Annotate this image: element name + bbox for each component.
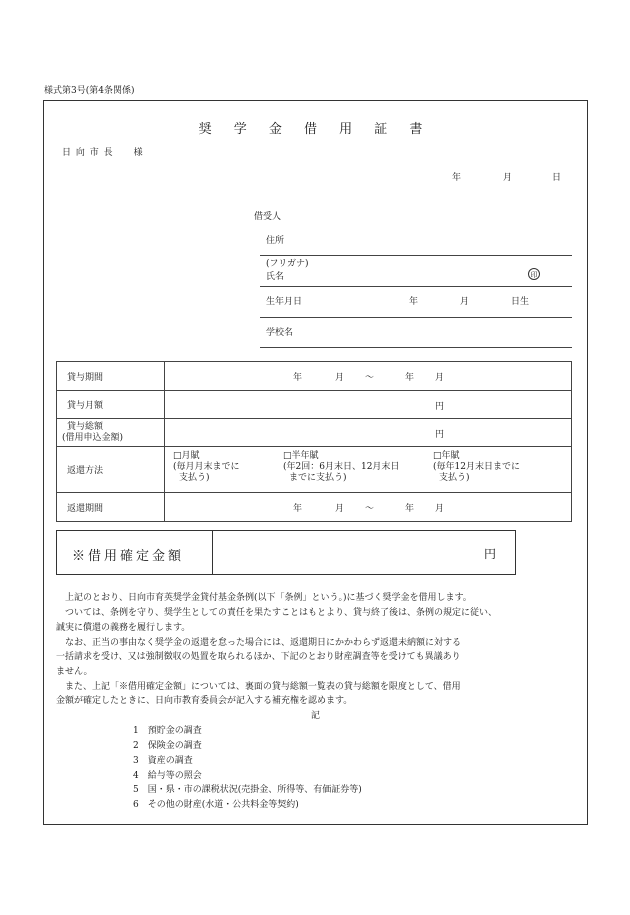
list-item: 4 給与等の照会 <box>133 771 202 781</box>
list-item: 1 預貯金の調査 <box>133 726 202 736</box>
list-item: 5 国・県・市の課税状況(売掛金、所得等、有価証券等) <box>133 785 362 795</box>
loan-info-table <box>56 361 572 522</box>
repay-month-1: 月 <box>335 504 345 514</box>
repay-year-2: 年 <box>405 504 415 514</box>
total-unit: 円 <box>435 430 445 440</box>
repay-period-value-cell <box>165 493 572 522</box>
repay-period-label: 返還期間 <box>57 493 165 522</box>
birth-month: 月 <box>460 297 470 307</box>
name-label: 氏名 <box>266 272 285 282</box>
period-year-2: 年 <box>405 373 415 383</box>
total-label-cell <box>57 419 165 447</box>
method-annual-note: (毎年12月末日までに <box>433 462 520 472</box>
method-annual-checkbox-label: □年賦 <box>433 451 460 461</box>
total-value-cell <box>165 419 572 447</box>
method-semi-note-2: までに支払う) <box>289 473 347 483</box>
body-line: 誠実に償還の義務を履行します。 <box>56 623 191 633</box>
body-line: 上記のとおり、日向市育英奨学金貸付基金条例(以下「条例」という。)に基づく奨学金を借用します。 <box>56 593 472 603</box>
method-monthly-note-2: 支払う) <box>179 473 210 483</box>
method-annual-note-2: 支払う) <box>439 473 470 483</box>
date-month: 月 <box>503 173 513 183</box>
body-line: また、上記「※借用確定金額」については、裏面の貸与総額一覧表の貸与総額を限度として、借用 <box>56 682 461 692</box>
confirmed-amount-unit: 円 <box>484 547 497 561</box>
body-line: 金額が確定したときに、日向市教育委員会が記入する補充権を認めます。 <box>56 696 353 706</box>
list-item: 6 その他の財産(水道・公共料金等契約) <box>133 800 299 810</box>
method-semi-note: (年2回：6月末日、12月末日 <box>283 462 400 472</box>
repay-tilde: 〜 <box>365 504 375 514</box>
body-line: ません。 <box>56 667 93 677</box>
birthdate-line <box>260 317 572 318</box>
table-row <box>57 493 572 522</box>
name-line <box>260 286 572 287</box>
list-item: 2 保険金の調査 <box>133 741 202 751</box>
confirmed-amount-divider <box>212 530 213 575</box>
body-line: 一括請求を受け、又は強制徴収の処置を取られるほか、下記のとおり財産調査等を受けても異議あり <box>56 652 461 662</box>
furigana-label: (フリガナ) <box>266 259 309 269</box>
repay-month-2: 月 <box>435 504 445 514</box>
method-label: 返還方法 <box>57 447 165 493</box>
birthdate-label: 生年月日 <box>266 297 303 307</box>
method-monthly-note: (毎月月末までに <box>173 462 240 472</box>
address-line <box>260 255 572 256</box>
table-row <box>57 362 572 391</box>
birth-year: 年 <box>409 297 419 307</box>
method-semi-checkbox-label: □半年賦 <box>283 451 319 461</box>
address-label: 住所 <box>266 236 285 246</box>
birth-suffix: 日生 <box>511 297 530 307</box>
addressee: 日 向 市 長 様 <box>62 148 144 158</box>
confirmed-amount-label: ※借用確定金額 <box>72 549 185 564</box>
repay-year-1: 年 <box>293 504 303 514</box>
school-label: 学校名 <box>266 328 294 338</box>
total-sublabel: (借用申込金額) <box>62 432 124 443</box>
monthly-unit: 円 <box>435 402 445 412</box>
period-year-1: 年 <box>293 373 303 383</box>
period-value-cell <box>165 362 572 391</box>
date-day: 日 <box>552 173 562 183</box>
body-line: ついては、条例を守り、奨学生としての責任を果たすことはもとより、貸与終了後は、条例の規定に従い、 <box>56 608 498 618</box>
date-year: 年 <box>452 173 462 183</box>
body-line: なお、正当の事由なく奨学金の返還を怠った場合には、返還期日にかかわらず返還未納額に対する <box>56 638 462 648</box>
document-title: 奨 学 金 借 用 証 書 <box>198 122 432 137</box>
method-annual[interactable] <box>433 451 520 484</box>
table-row <box>57 391 572 419</box>
ki-heading: 記 <box>311 711 321 721</box>
monthly-value-cell <box>165 391 572 419</box>
period-month-1: 月 <box>335 373 345 383</box>
table-row <box>57 419 572 447</box>
borrower-heading: 借受人 <box>254 212 282 222</box>
seal-mark: 印 <box>528 268 540 280</box>
period-month-2: 月 <box>435 373 445 383</box>
table-row <box>57 447 572 493</box>
form-number: 様式第3号(第4条関係) <box>44 86 135 96</box>
method-value-cell <box>165 447 572 493</box>
list-item: 3 資産の調査 <box>133 756 193 766</box>
monthly-label: 貸与月額 <box>57 391 165 419</box>
method-monthly[interactable] <box>173 451 240 484</box>
school-line <box>260 347 572 348</box>
period-label: 貸与期間 <box>57 362 165 391</box>
total-label: 貸与総額 <box>67 421 104 432</box>
method-semiannual[interactable] <box>283 451 399 484</box>
method-monthly-checkbox-label: □月賦 <box>173 451 200 461</box>
period-tilde: 〜 <box>365 373 375 383</box>
